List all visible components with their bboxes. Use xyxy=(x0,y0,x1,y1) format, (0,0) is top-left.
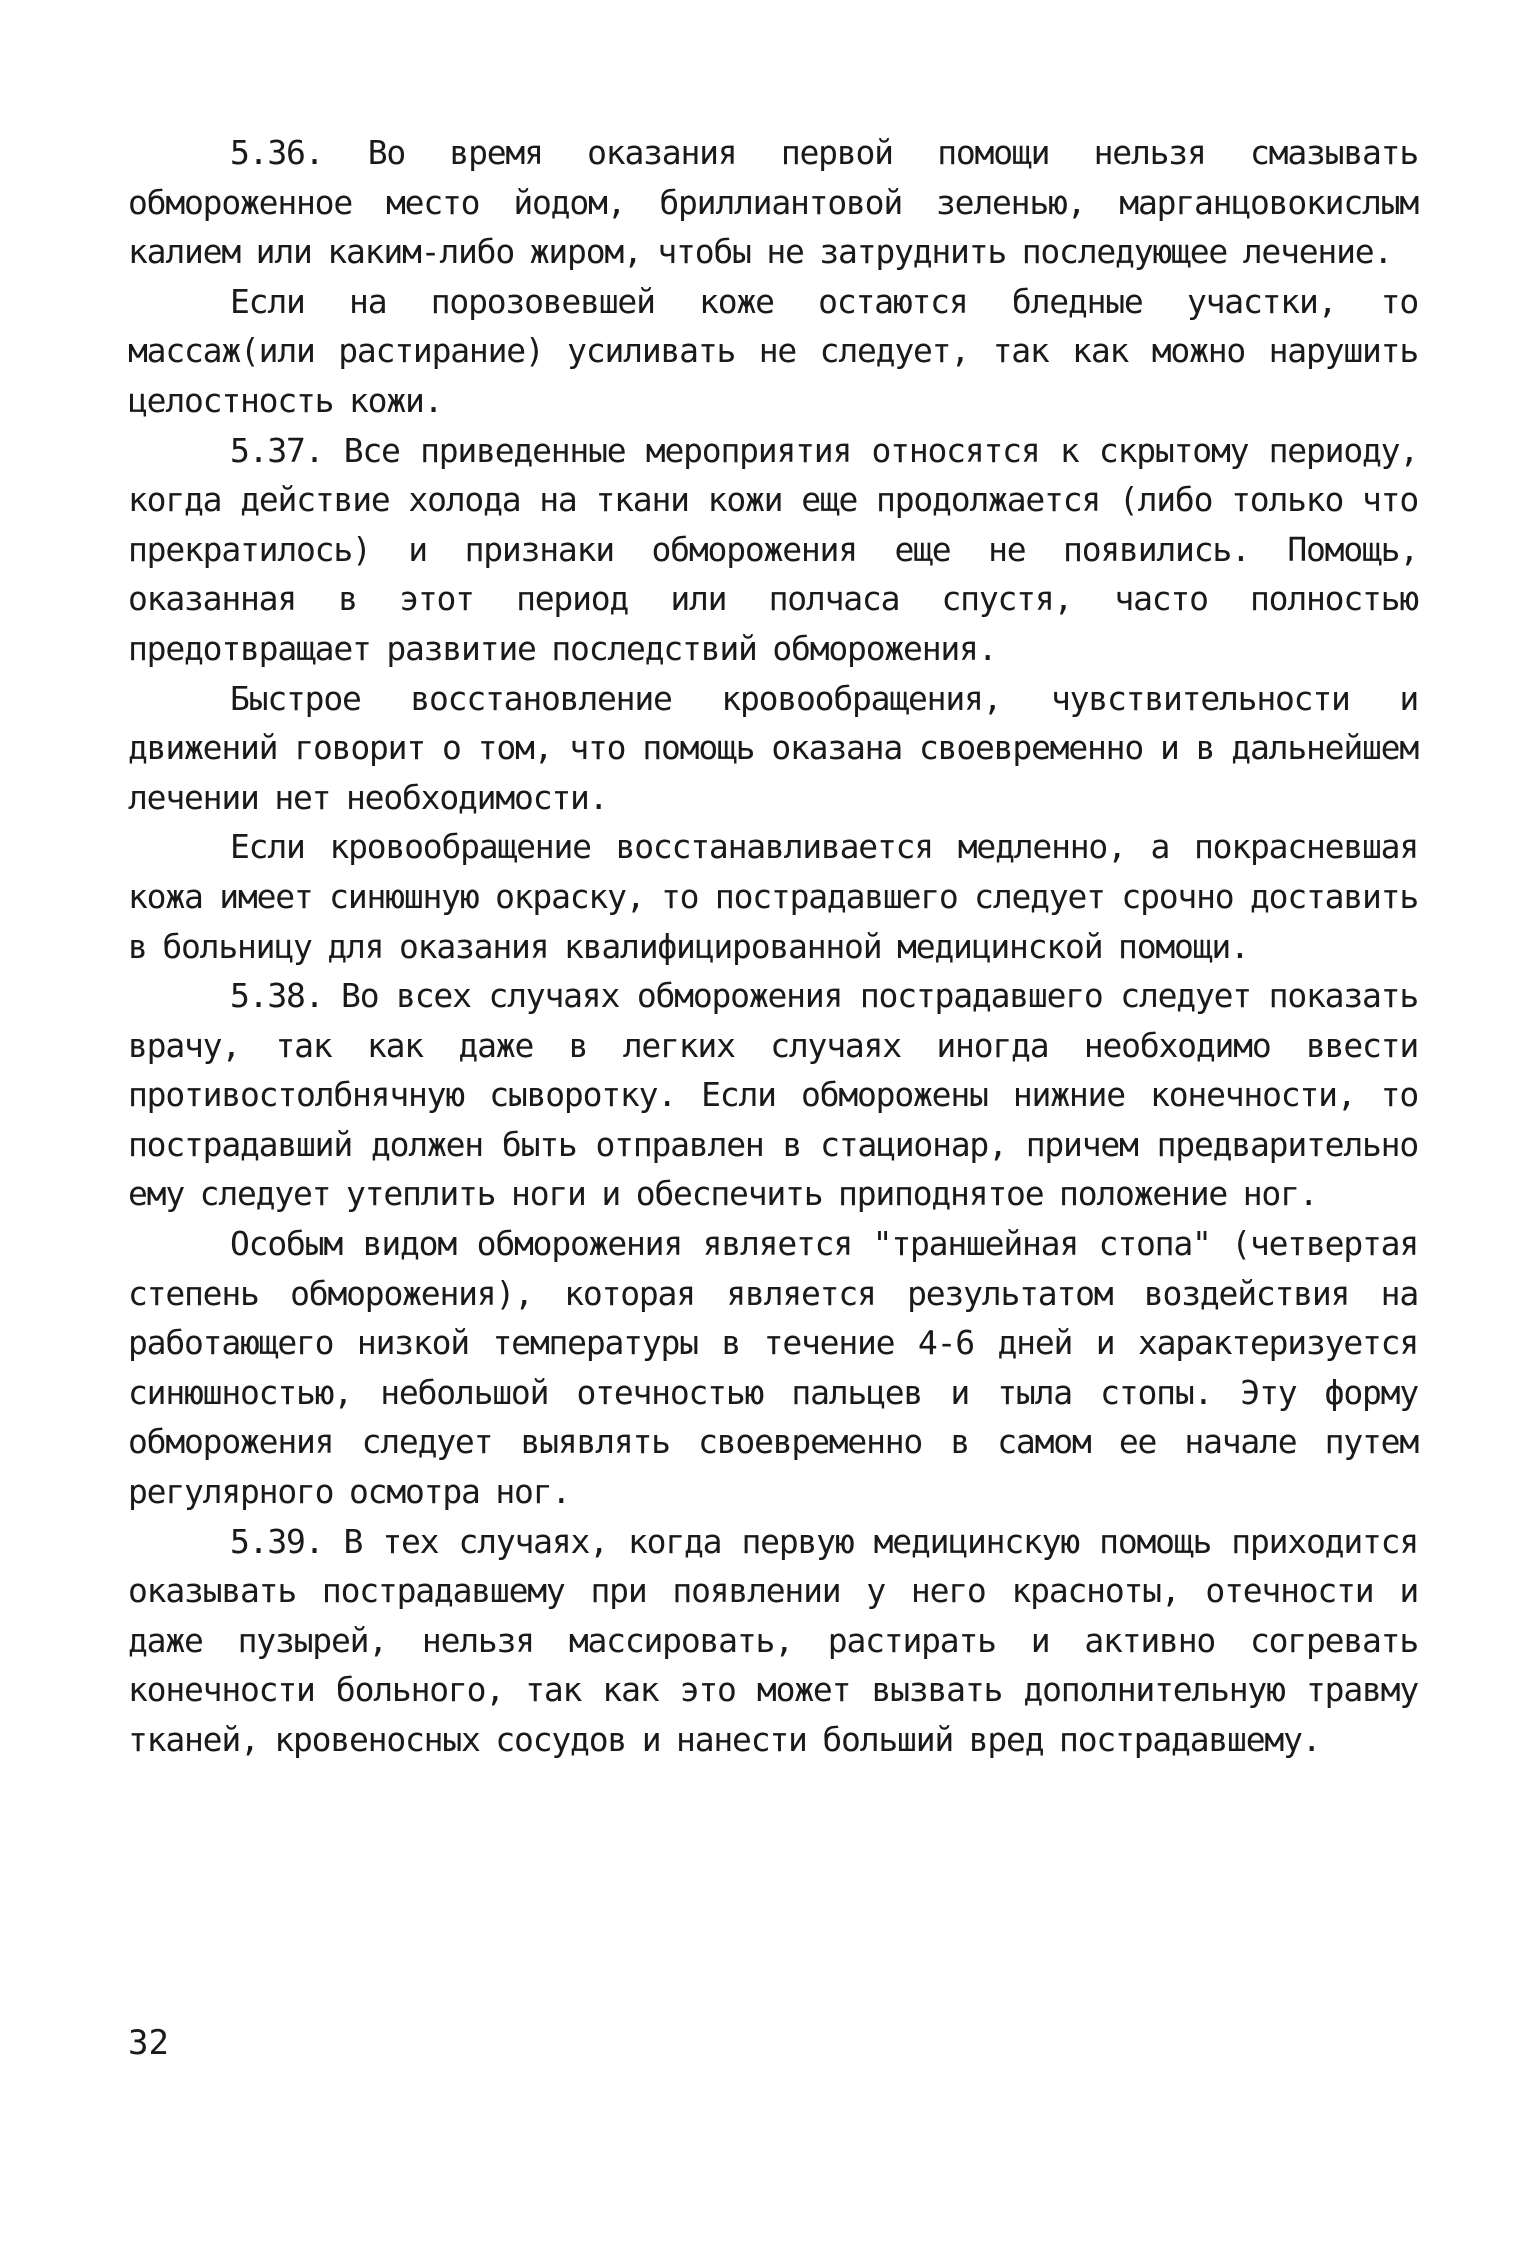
paragraph-trench-foot: Особым видом обморожения является "траншейная стопа" (четвертая степень обморожения), которая является результатом воздействия на работающего низкой температуры в течение 4-6 дней и характеризуется синюшностью, небольшой отечностью пальцев и тыла стопы. Эту форму обморожения следует выявлять своевременно в самом ее начале путем регулярного осмотра ног. xyxy=(128,1224,1418,1512)
paragraph-5-39: 5.39. В тех случаях, когда первую медицинскую помощь приходится оказывать пострадавшему при появлении у него красноты, отечности и даже пузырей, нельзя массировать, растирать и активно согревать конечности больного, так как это может вызвать дополнительную травму тканей, кровеносных сосудов и нанести больший вред пострадавшему. xyxy=(128,1521,1418,1759)
paragraph-5-37: 5.37. Все приведенные мероприятия относятся к скрытому периоду, когда действие холода на ткани кожи еще продолжается (либо только что прекратилось) и признаки обморожения еще не появились. Помощь, оказанная в этот период или полчаса спустя, часто полностью предотвращает развитие последствий обморожения. xyxy=(128,430,1418,668)
paragraph-massage-note: Если на порозовевшей коже остаются бледные участки, то массаж(или растирание) усиливать не следует, так как можно нарушить целостность кожи. xyxy=(128,281,1418,420)
page-number: 32 xyxy=(128,2023,169,2063)
paragraph-5-36: 5.36. Во время оказания первой помощи нельзя смазывать обмороженное место йодом, бриллиантовой зеленью, марганцовокислым калием или каким-либо жиром, чтобы не затруднить последующее лечение. xyxy=(128,133,1418,272)
paragraph-slow-recovery: Если кровообращение восстанавливается медленно, а покрасневшая кожа имеет синюшную окраску, то пострадавшего следует срочно доставить в больницу для оказания квалифицированной медицинской помощи. xyxy=(128,827,1418,966)
paragraph-5-38: 5.38. Во всех случаях обморожения пострадавшего следует показать врачу, так как даже в легких случаях иногда необходимо ввести противостолбнячную сыворотку. Если обморожены нижние конечности, то пострадавший должен быть отправлен в стационар, причем предварительно ему следует утеплить ноги и обеспечить приподнятое положение ног. xyxy=(128,976,1418,1214)
paragraph-rapid-recovery: Быстрое восстановление кровообращения, чувствительности и движений говорит о том, что помощь оказана своевременно и в дальнейшем лечении нет необходимости. xyxy=(128,678,1418,817)
body-text xyxy=(128,128,1418,1765)
